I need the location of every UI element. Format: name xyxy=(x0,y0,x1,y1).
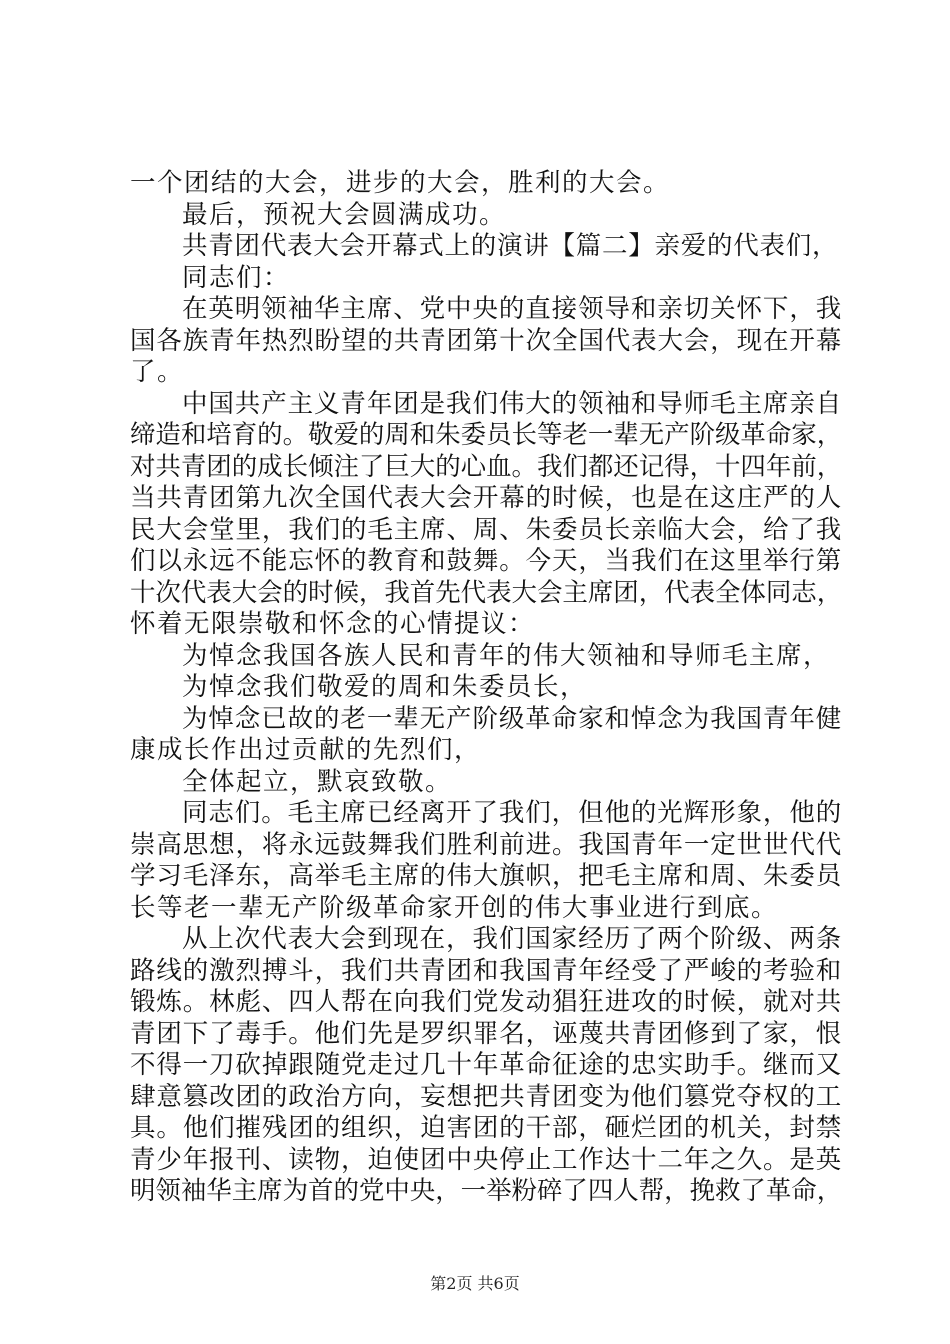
text-line: 同志们。毛主席已经离开了我们，但他的光辉形象，他的 xyxy=(182,798,842,828)
text-line: 长等老一辈无产阶级革命家开创的伟大事业进行到底。 xyxy=(130,892,779,923)
text-line: 具。他们摧残团的组织，迫害团的干部，砸烂团的机关，封禁 xyxy=(130,1113,842,1143)
text-line: 崇高思想，将永远鼓舞我们胜利前进。我国青年一定世世代代 xyxy=(130,829,842,860)
text-line: 中国共产主义青年团是我们伟大的领袖和导师毛主席亲自 xyxy=(182,388,842,419)
document-body xyxy=(130,168,842,1208)
text-line: 为悼念已故的老一辈无产阶级革命家和悼念为我国青年健 xyxy=(182,703,842,734)
text-line: 明领袖华主席为首的党中央，一举粉碎了四人帮，挽救了革命， xyxy=(130,1176,842,1206)
text-line: 一个团结的大会，进步的大会，胜利的大会。 xyxy=(130,168,671,198)
text-line: 从上次代表大会到现在，我们国家经历了两个阶级、两条 xyxy=(182,924,842,954)
text-line: 康成长作出过贡献的先烈们， xyxy=(130,735,482,765)
text-line: 为悼念我国各族人民和青年的伟大领袖和导师毛主席， xyxy=(182,640,831,671)
text-line: 青团下了毒手。他们先是罗织罪名，诬蔑共青团修到了家，恨 xyxy=(130,1018,842,1049)
page-footer: 第2页 共6页 xyxy=(430,1274,520,1293)
text-line: 最后，预祝大会圆满成功。 xyxy=(182,199,507,230)
text-line: 共青团代表大会开幕式上的演讲【篇二】亲爱的代表们， xyxy=(182,231,839,261)
text-line: 学习毛泽东，高举毛主席的伟大旗帜，把毛主席和周、朱委员 xyxy=(130,861,842,891)
text-line: 国各族青年热烈盼望的共青团第十次全国代表大会，现在开幕 xyxy=(130,325,842,356)
text-line: 在英明领袖华主席、党中央的直接领导和亲切关怀下，我 xyxy=(182,294,842,324)
text-line: 怀着无限崇敬和怀念的心情提议： xyxy=(130,609,536,639)
text-line: 青少年报刊、读物，迫使团中央停止工作达十二年之久。是英 xyxy=(130,1144,842,1175)
text-line: 缔造和培育的。敬爱的周和朱委员长等老一辈无产阶级革命家， xyxy=(130,420,842,450)
text-line: 们以永远不能忘怀的教育和鼓舞。今天，当我们在这里举行第 xyxy=(130,546,842,576)
text-line: 锻炼。林彪、四人帮在向我们党发动猖狂进攻的时候，就对共 xyxy=(130,987,842,1017)
text-line: 肆意篡改团的政治方向，妄想把共青团变为他们篡党夺权的工 xyxy=(130,1081,842,1112)
text-line: 全体起立，默哀致敬。 xyxy=(182,766,453,797)
text-line: 不得一刀砍掉跟随党走过几十年革命征途的忠实助手。继而又 xyxy=(130,1050,842,1080)
text-line: 同志们： xyxy=(182,262,291,293)
text-line: 了。 xyxy=(130,357,185,387)
text-line: 对共青团的成长倾注了巨大的心血。我们都还记得，十四年前， xyxy=(130,451,842,482)
text-line: 民大会堂里，我们的毛主席、周、朱委员长亲临大会，给了我 xyxy=(130,514,842,545)
text-line: 为悼念我们敬爱的周和朱委员长， xyxy=(182,672,588,702)
text-line: 当共青团第九次全国代表大会开幕的时候，也是在这庄严的人 xyxy=(130,483,842,513)
text-line: 路线的激烈搏斗，我们共青团和我国青年经受了严峻的考验和 xyxy=(130,955,842,986)
text-line: 十次代表大会的时候，我首先代表大会主席团，代表全体同志， xyxy=(130,577,842,608)
